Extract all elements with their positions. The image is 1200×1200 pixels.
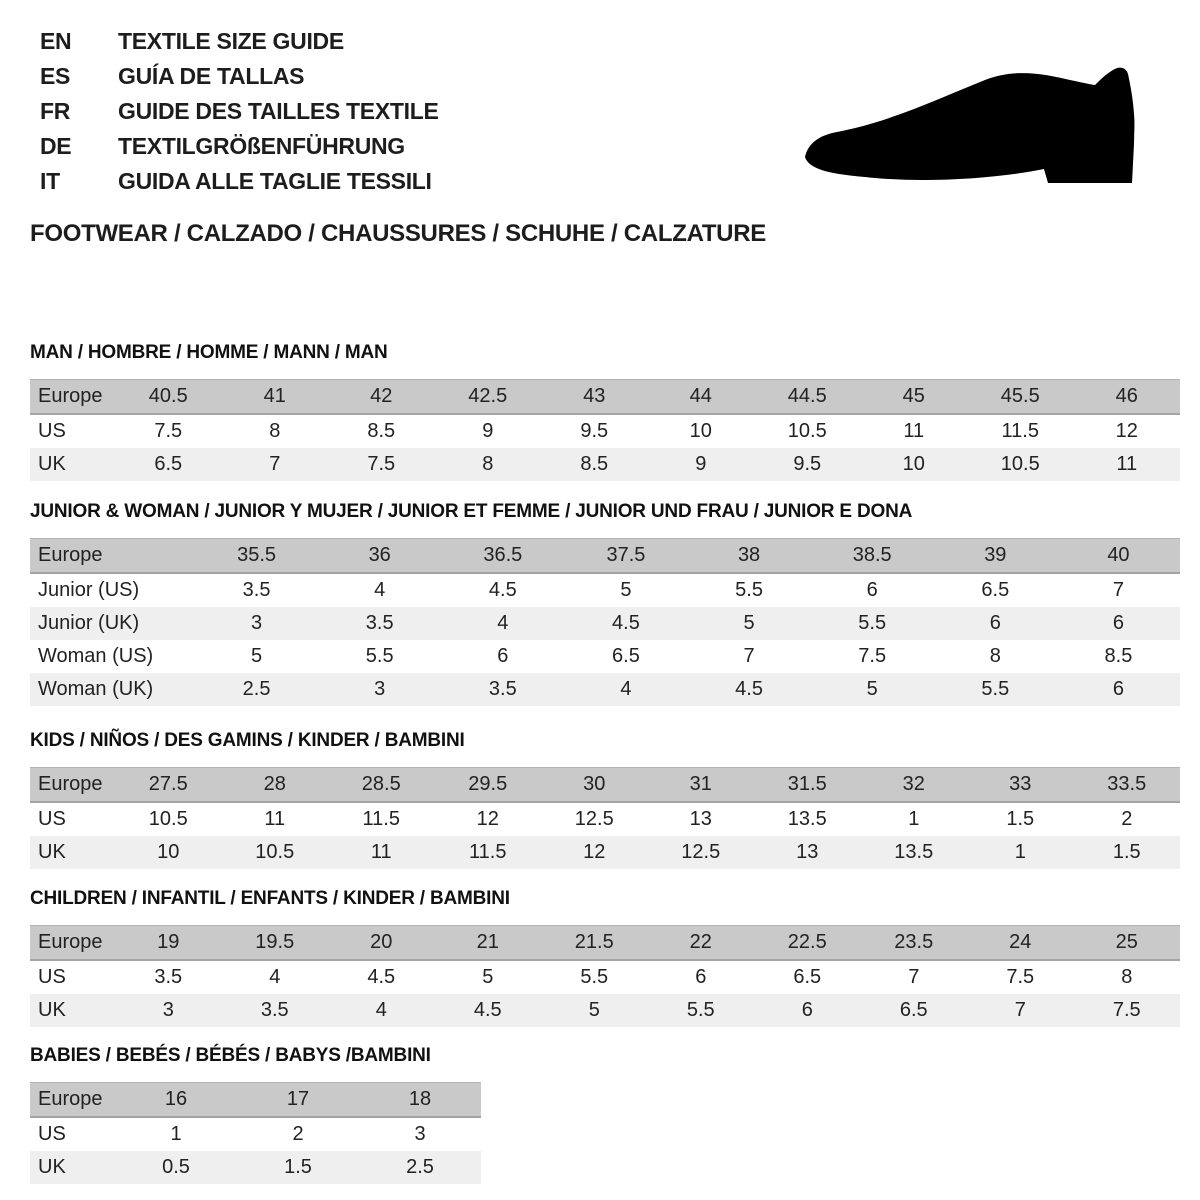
section-title: KIDS / NIÑOS / DES GAMINS / KINDER / BAMBINI xyxy=(30,730,465,751)
language-label: TEXTILE SIZE GUIDE xyxy=(118,28,344,54)
size-cell: 6.5 xyxy=(899,999,928,1021)
table-row xyxy=(30,836,1180,869)
size-cell: 6 xyxy=(989,612,1001,634)
row-label: Junior (UK) xyxy=(38,612,140,634)
size-cell: 10.5 xyxy=(787,420,827,442)
size-cell: 25 xyxy=(1074,926,1181,961)
size-cell: 36.5 xyxy=(441,539,564,574)
size-cell: 16 xyxy=(115,1083,237,1118)
size-cell: 5 xyxy=(866,678,878,700)
size-cell: 4 xyxy=(374,579,386,601)
size-cell: 4 xyxy=(497,612,509,634)
language-code: DE xyxy=(40,133,72,159)
size-cell: 4.5 xyxy=(612,612,640,634)
size-cell: 30 xyxy=(541,768,648,803)
size-cell: 38.5 xyxy=(811,539,934,574)
language-row xyxy=(40,59,439,94)
table-row xyxy=(30,1117,481,1151)
row-label: UK xyxy=(38,453,66,475)
size-cell: 19 xyxy=(115,926,222,961)
size-cell: 3.5 xyxy=(365,612,394,634)
table-row xyxy=(30,802,1180,836)
size-cell: 39 xyxy=(934,539,1057,574)
language-code: ES xyxy=(40,63,71,89)
size-cell: 10 xyxy=(157,841,180,863)
size-cell: 3.5 xyxy=(488,678,517,700)
language-code: FR xyxy=(40,98,71,124)
size-cell: 44.5 xyxy=(754,380,861,415)
size-cell: 35.5 xyxy=(195,539,318,574)
size-cell: 7.5 xyxy=(154,420,183,442)
size-cell: 5.5 xyxy=(981,678,1010,700)
size-section xyxy=(30,731,1180,869)
size-cell: 42 xyxy=(328,380,435,415)
shoe-icon xyxy=(780,40,1200,220)
size-cell: 9 xyxy=(482,420,494,442)
size-cell: 31 xyxy=(648,768,755,803)
size-cell: 7 xyxy=(743,645,755,667)
table-row xyxy=(30,673,1180,706)
size-cell: 11 xyxy=(264,808,286,830)
size-cell: 5.5 xyxy=(580,966,609,988)
size-cell: 45.5 xyxy=(967,380,1074,415)
size-cell: 20 xyxy=(328,926,435,961)
size-cell: 13.5 xyxy=(787,808,827,830)
size-cell: 13 xyxy=(689,808,712,830)
size-cell: 6 xyxy=(497,645,509,667)
language-row xyxy=(40,164,439,199)
size-cell: 8 xyxy=(989,645,1001,667)
size-cell: 10.5 xyxy=(255,841,295,863)
row-label: Europe xyxy=(30,539,195,574)
size-cell: 5 xyxy=(251,645,263,667)
size-cell: 8.5 xyxy=(580,453,609,475)
size-table xyxy=(30,925,1180,1027)
size-cell: 7.5 xyxy=(1006,966,1035,988)
size-cell: 6 xyxy=(1112,678,1124,700)
size-cell: 13 xyxy=(796,841,819,863)
size-cell: 6 xyxy=(1112,612,1124,634)
size-cell: 6.5 xyxy=(981,579,1010,601)
size-cell: 1.5 xyxy=(1112,841,1141,863)
size-cell: 12 xyxy=(1115,420,1138,442)
size-cell: 7 xyxy=(269,453,281,475)
size-cell: 32 xyxy=(861,768,968,803)
size-cell: 5 xyxy=(620,579,632,601)
size-cell: 4 xyxy=(269,966,281,988)
size-cell: 1.5 xyxy=(1006,808,1035,830)
size-cell: 4.5 xyxy=(735,678,763,700)
size-cell: 3 xyxy=(414,1123,426,1145)
size-cell: 17 xyxy=(237,1083,359,1118)
size-cell: 36 xyxy=(318,539,441,574)
size-cell: 11.5 xyxy=(469,841,507,863)
size-cell: 6 xyxy=(866,579,878,601)
size-section xyxy=(30,889,1180,1027)
size-cell: 7.5 xyxy=(367,453,396,475)
language-code: IT xyxy=(40,168,60,194)
row-label: Europe xyxy=(30,1083,115,1118)
size-cell: 4.5 xyxy=(488,579,517,601)
row-label: Woman (UK) xyxy=(38,678,154,700)
language-label: GUIDA ALLE TAGLIE TESSILI xyxy=(118,168,432,194)
table-row xyxy=(30,926,1180,961)
size-cell: 1 xyxy=(1014,841,1026,863)
size-cell: 8 xyxy=(482,453,494,475)
row-label: UK xyxy=(38,1156,66,1178)
table-row xyxy=(30,994,1180,1027)
size-cell: 2 xyxy=(1121,808,1133,830)
size-table xyxy=(30,1082,481,1184)
size-cell: 11 xyxy=(370,841,392,863)
table-row xyxy=(30,768,1180,803)
table-row xyxy=(30,414,1180,448)
size-cell: 3.5 xyxy=(154,966,183,988)
row-label: UK xyxy=(38,841,66,863)
row-label: Europe xyxy=(30,768,115,803)
size-cell: 46 xyxy=(1074,380,1181,415)
row-label: US xyxy=(38,966,66,988)
size-cell: 41 xyxy=(222,380,329,415)
size-cell: 12.5 xyxy=(574,808,614,830)
size-cell: 13.5 xyxy=(894,841,934,863)
size-cell: 12.5 xyxy=(681,841,721,863)
size-cell: 5.5 xyxy=(365,645,394,667)
size-cell: 18 xyxy=(359,1083,481,1118)
size-cell: 31.5 xyxy=(754,768,861,803)
language-row xyxy=(40,24,439,59)
size-cell: 1 xyxy=(170,1123,182,1145)
size-cell: 10.5 xyxy=(148,808,188,830)
size-cell: 10 xyxy=(902,453,925,475)
size-section xyxy=(30,343,1180,481)
size-cell: 23.5 xyxy=(861,926,968,961)
size-cell: 8.5 xyxy=(367,420,396,442)
row-label: Junior (US) xyxy=(38,579,140,601)
table-row xyxy=(30,448,1180,481)
size-cell: 5 xyxy=(743,612,755,634)
size-cell: 33.5 xyxy=(1074,768,1181,803)
size-cell: 10.5 xyxy=(1000,453,1040,475)
size-cell: 10 xyxy=(689,420,712,442)
section-title: BABIES / BEBÉS / BÉBÉS / BABYS /BAMBINI xyxy=(30,1045,431,1066)
row-label: Europe xyxy=(30,926,115,961)
size-cell: 9.5 xyxy=(793,453,822,475)
size-cell: 5.5 xyxy=(735,579,763,601)
section-title: MAN / HOMBRE / HOMME / MANN / MAN xyxy=(30,342,388,363)
size-cell: 6.5 xyxy=(154,453,183,475)
size-cell: 27.5 xyxy=(115,768,222,803)
table-row xyxy=(30,573,1180,607)
size-cell: 2.5 xyxy=(242,678,271,700)
size-cell: 2 xyxy=(292,1123,304,1145)
size-cell: 9.5 xyxy=(580,420,609,442)
size-cell: 3 xyxy=(162,999,174,1021)
size-cell: 4 xyxy=(620,678,632,700)
size-cell: 24 xyxy=(967,926,1074,961)
size-cell: 9 xyxy=(695,453,707,475)
language-label: TEXTILGRÖßENFÜHRUNG xyxy=(118,133,405,159)
size-cell: 5.5 xyxy=(686,999,715,1021)
size-cell: 1.5 xyxy=(284,1156,312,1178)
language-row xyxy=(40,129,439,164)
size-cell: 43 xyxy=(541,380,648,415)
size-cell: 4.5 xyxy=(367,966,396,988)
table-row xyxy=(30,539,1180,574)
language-row xyxy=(40,94,439,129)
row-label: UK xyxy=(38,999,66,1021)
size-cell: 33 xyxy=(967,768,1074,803)
size-cell: 29.5 xyxy=(435,768,542,803)
size-cell: 6.5 xyxy=(612,645,640,667)
size-cell: 28 xyxy=(222,768,329,803)
language-label: GUÍA DE TALLAS xyxy=(118,63,305,89)
section-title: CHILDREN / INFANTIL / ENFANTS / KINDER / BAMBINI xyxy=(30,888,510,909)
size-cell: 28.5 xyxy=(328,768,435,803)
size-cell: 22.5 xyxy=(754,926,861,961)
row-label: US xyxy=(38,808,66,830)
table-row xyxy=(30,640,1180,673)
size-cell: 7 xyxy=(1014,999,1026,1021)
size-section xyxy=(30,1046,481,1184)
row-label: Europe xyxy=(30,380,115,415)
size-cell: 7.5 xyxy=(858,645,887,667)
size-cell: 37.5 xyxy=(564,539,687,574)
size-cell: 12 xyxy=(476,808,499,830)
table-row xyxy=(30,380,1180,415)
language-label: GUIDE DES TAILLES TEXTILE xyxy=(118,98,439,124)
table-row xyxy=(30,607,1180,640)
size-cell: 40.5 xyxy=(115,380,222,415)
size-cell: 5 xyxy=(588,999,600,1021)
size-cell: 7.5 xyxy=(1112,999,1141,1021)
size-cell: 8 xyxy=(269,420,281,442)
size-section xyxy=(30,502,1180,706)
size-cell: 19.5 xyxy=(222,926,329,961)
size-cell: 42.5 xyxy=(435,380,542,415)
size-cell: 7 xyxy=(908,966,920,988)
size-cell: 8 xyxy=(1121,966,1133,988)
row-label: US xyxy=(38,1123,66,1145)
size-cell: 11 xyxy=(903,420,925,442)
size-cell: 44 xyxy=(648,380,755,415)
size-cell: 5.5 xyxy=(858,612,887,634)
size-cell: 3 xyxy=(374,678,386,700)
row-label: US xyxy=(38,420,66,442)
size-cell: 3.5 xyxy=(242,579,271,601)
table-row xyxy=(30,1151,481,1184)
size-cell: 12 xyxy=(583,841,606,863)
language-code: EN xyxy=(40,28,72,54)
size-cell: 11.5 xyxy=(1001,420,1039,442)
size-cell: 22 xyxy=(648,926,755,961)
table-row xyxy=(30,960,1180,994)
size-table xyxy=(30,538,1180,706)
category-title: FOOTWEAR / CALZADO / CHAUSSURES / SCHUHE / CALZATURE xyxy=(30,220,766,247)
size-cell: 21.5 xyxy=(541,926,648,961)
size-cell: 11 xyxy=(1116,453,1138,475)
size-cell: 21 xyxy=(435,926,542,961)
size-cell: 6 xyxy=(801,999,813,1021)
row-label: Woman (US) xyxy=(38,645,154,667)
size-cell: 7 xyxy=(1112,579,1124,601)
size-table xyxy=(30,767,1180,869)
size-cell: 4 xyxy=(375,999,387,1021)
size-cell: 8.5 xyxy=(1104,645,1133,667)
section-title: JUNIOR & WOMAN / JUNIOR Y MUJER / JUNIOR ET FEMME / JUNIOR UND FRAU / JUNIOR E DONA xyxy=(30,501,913,522)
size-cell: 0.5 xyxy=(162,1156,190,1178)
size-table xyxy=(30,379,1180,481)
size-cell: 45 xyxy=(861,380,968,415)
size-cell: 5 xyxy=(482,966,494,988)
size-cell: 2.5 xyxy=(406,1156,434,1178)
size-cell: 4.5 xyxy=(473,999,502,1021)
size-cell: 1 xyxy=(908,808,920,830)
table-row xyxy=(30,1083,481,1118)
size-cell: 38 xyxy=(688,539,811,574)
size-cell: 3 xyxy=(251,612,263,634)
size-cell: 6.5 xyxy=(793,966,822,988)
size-cell: 3.5 xyxy=(260,999,289,1021)
size-cell: 11.5 xyxy=(362,808,400,830)
size-cell: 6 xyxy=(695,966,707,988)
size-cell: 40 xyxy=(1057,539,1180,574)
language-list xyxy=(40,24,439,199)
